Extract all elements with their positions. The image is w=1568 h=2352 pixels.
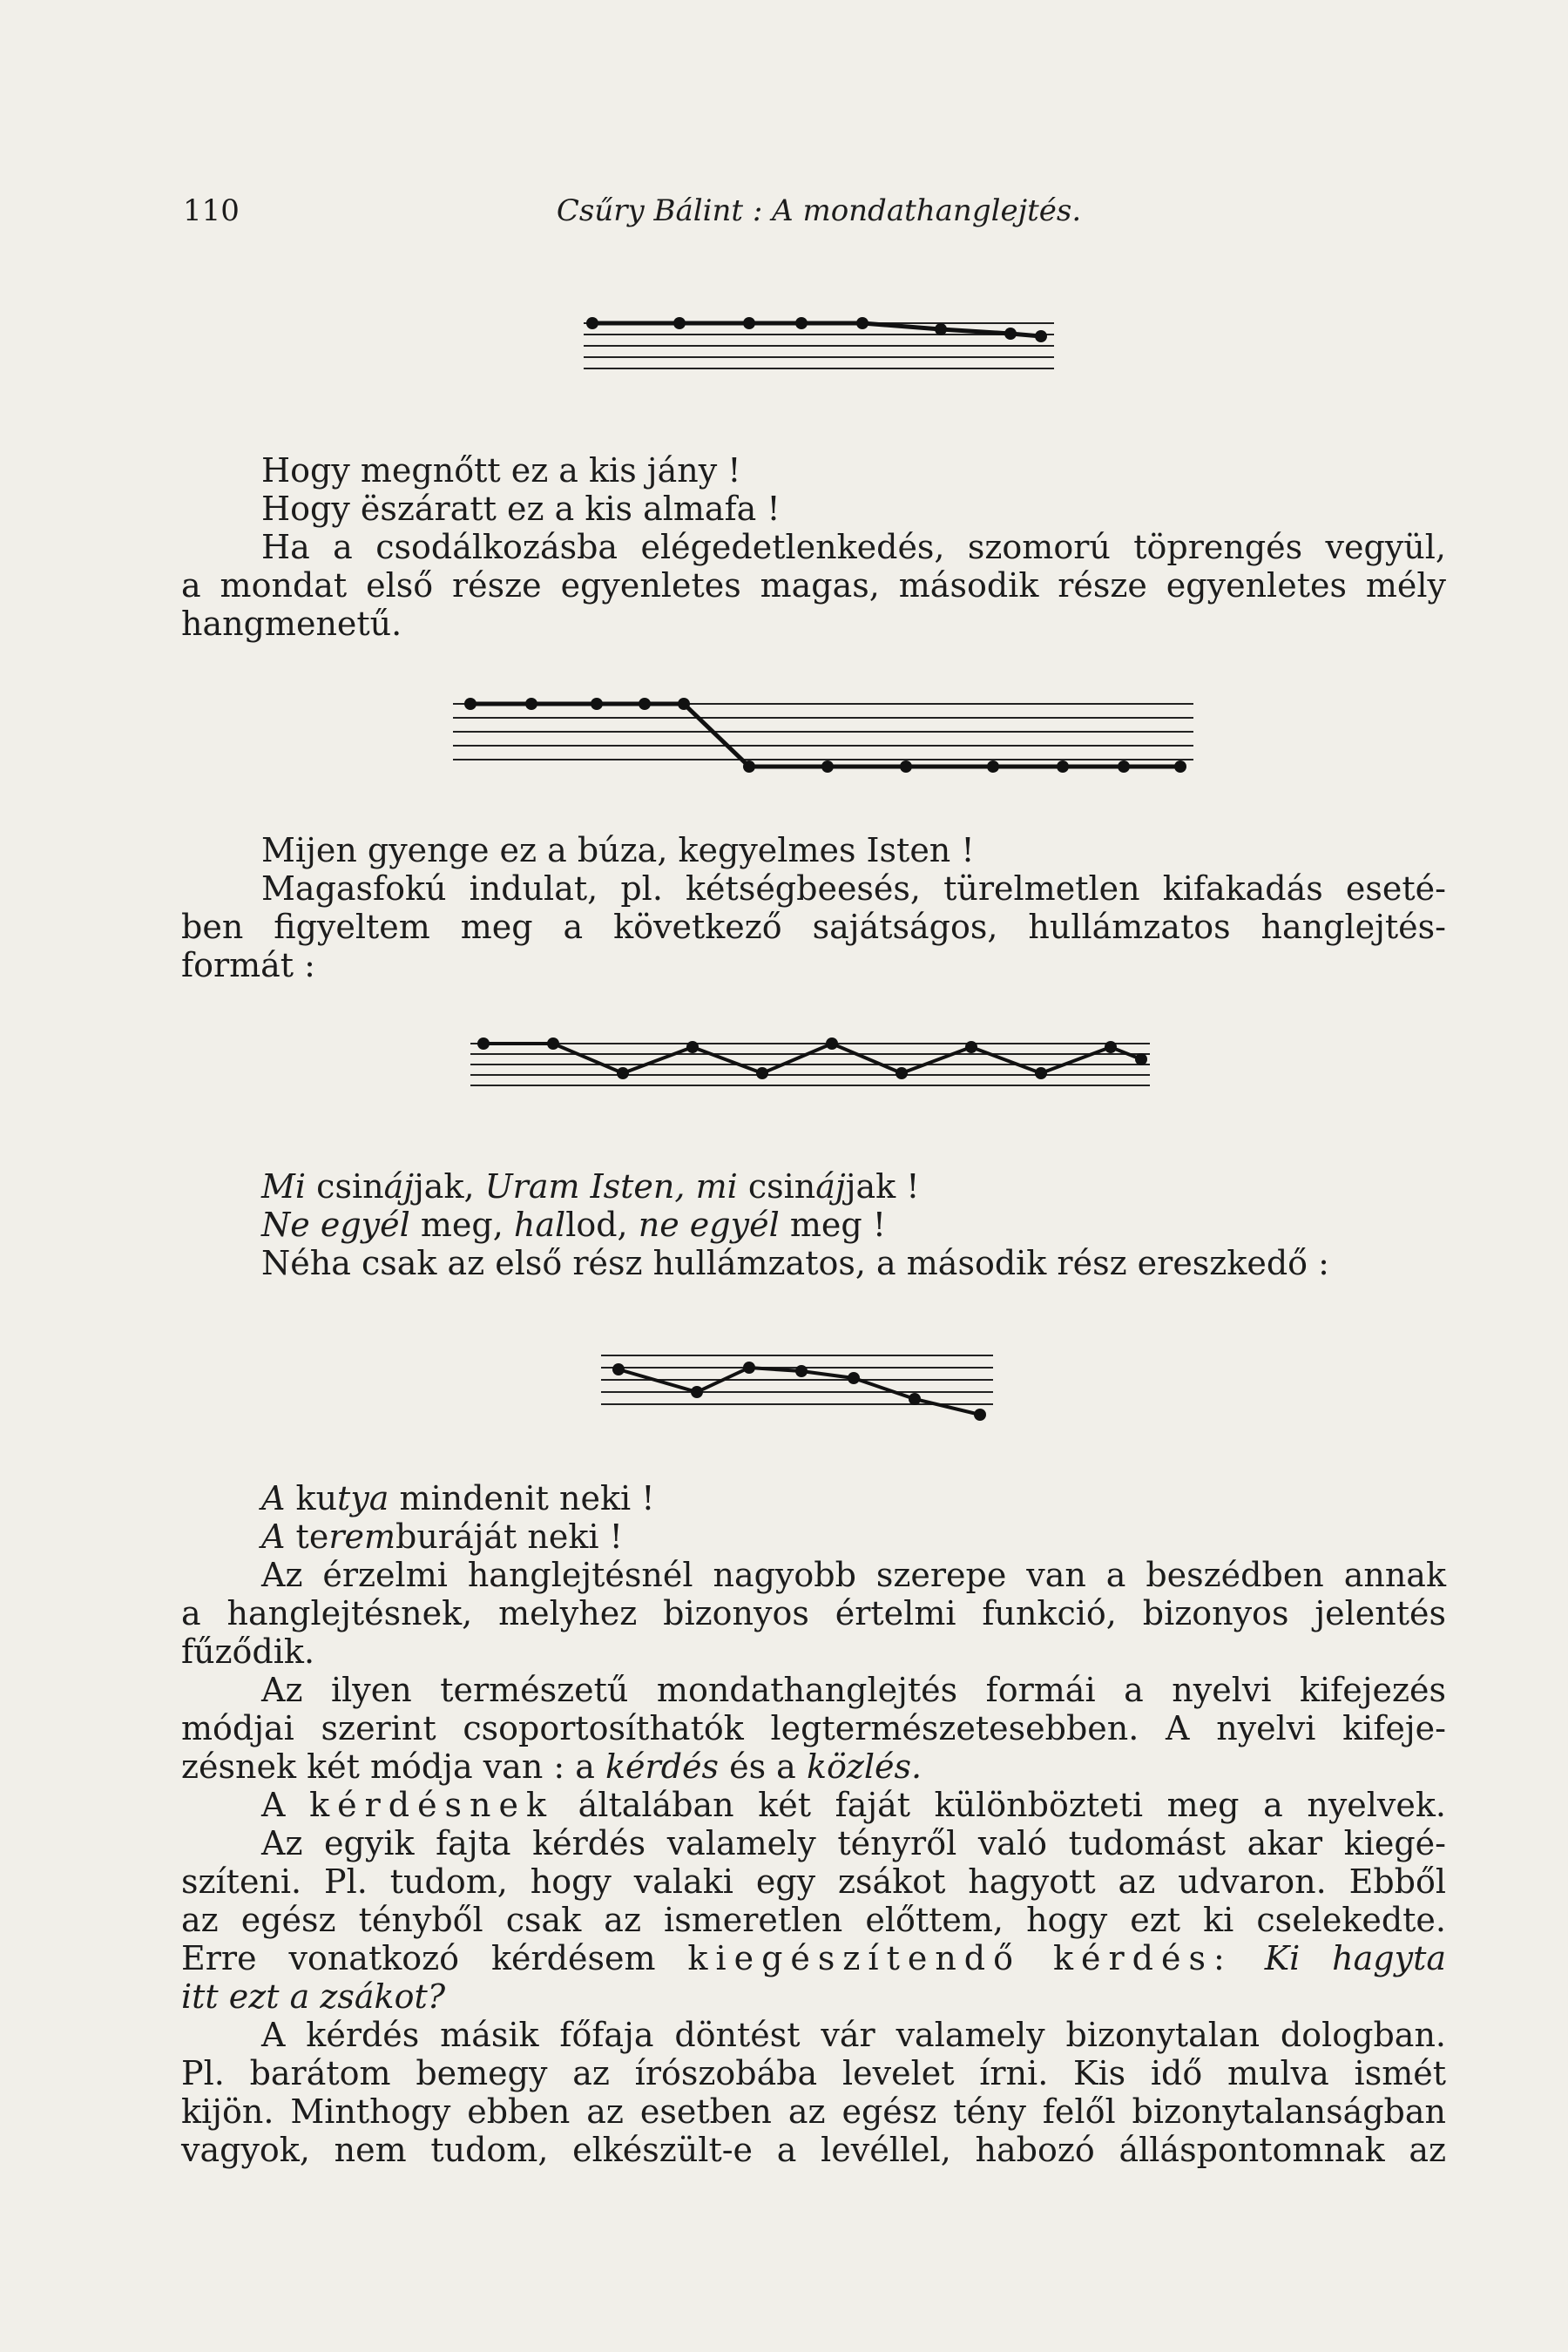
word: mindenit neki ! [399,1479,655,1517]
paragraph-line: szíteni. Pl. tudom, hogy valaki egy zsákot hagyott az udvaron. Ebből [181,1862,1446,1901]
intonation-diagram-2 [453,693,1211,784]
paragraph-line: formát : [181,946,315,984]
paragraph-line: vagyok, nem tudom, elkészült-e a levéllel, habozó álláspontomnak az [181,2131,1446,2169]
word: meg, [420,1206,504,1244]
paragraph-line: ben figyeltem meg a következő sajátságos, hullámzatos hanglejtés- [181,908,1446,946]
paragraph-line: A kérdés másik főfaja döntést vár valamely bizonytalan dologban. [261,2016,1446,2054]
intonation-diagram-1 [575,314,1063,387]
word: mi [695,1167,738,1206]
text-block-3 [181,1167,1446,1282]
paragraph-line: Az érzelmi hanglejtésnél nagyobb szerepe van a beszédben annak [261,1556,1446,1594]
paragraph-line: zésnek két módja van : a kérdés és a közlés. [181,1747,923,1786]
example-line: A kutya mindenit neki ! [261,1479,655,1517]
word: Isten, [590,1167,686,1206]
paragraph-line: Erre vonatkozó kérdésem kiegészítendő kérdés: Ki hagyta [181,1939,1447,1977]
word: A [261,1517,286,1556]
word: ne [638,1206,679,1244]
paragraph-line: Az ilyen természetű mondathanglejtés formái a nyelvi kifejezés [261,1671,1446,1709]
paragraph-line: az egész tényből csak az ismeretlen előttem, hogy ezt ki cselekedte. [181,1901,1446,1939]
paragraph-line: itt ezt a zsákot? [181,1977,446,2016]
text-block-4 [181,1479,1446,2169]
word: Mi [261,1167,307,1206]
example-line: Mijen gyenge ez a búza, kegyelmes Isten ! [261,831,975,869]
paragraph-line: Pl. barátom bemegy az írószobába levelet írni. Kis idő mulva ismét [181,2054,1446,2092]
page-number: 110 [183,193,240,228]
word: Ne [261,1206,310,1244]
paragraph-line: A kérdésnek általában két faját különbözteti meg a nyelvek. [261,1786,1446,1824]
example-line [181,1206,1446,1244]
word: csin [316,1167,384,1206]
example-line [181,1517,1446,1556]
word: egyél [689,1206,780,1244]
word: jak, [414,1167,475,1206]
paragraph-line: kijön. Minthogy ebben az esetben az egész tény felől bizonytalanságban [181,2092,1446,2131]
paragraph-line: módjai szerint csoportosíthatók legtermészetesebben. A nyelvi kifeje- [181,1709,1446,1747]
example-line [181,1167,1446,1206]
word: rem [328,1517,395,1556]
word: Uram [484,1167,580,1206]
paragraph-line: Magasfokú indulat, pl. kétségbeesés, türelmetlen kifakadás eseté- [261,869,1446,908]
example-line: Hogy megnőtt ez a kis jány ! [261,451,741,490]
intonation-diagram-3 [462,1033,1159,1108]
paragraph-line: Az egyik fajta kérdés valamely tényről való tudomást akar kiegé- [261,1824,1446,1862]
word: jak ! [845,1167,920,1206]
paragraph-line: Néha csak az első rész hullámzatos, a második rész ereszkedő : [261,1244,1329,1282]
word: áj [383,1167,415,1206]
text-block-1 [181,451,1446,643]
word: lod, [565,1206,628,1244]
paragraph-line: a mondat első része egyenletes magas, második része egyenletes mély [181,566,1446,605]
intonation-diagram-4 [592,1338,1002,1434]
example-line: Hogy ëszáratt ez a kis almafa ! [261,490,781,528]
paragraph-line: hangmenetű. [181,605,402,643]
paragraph-line: a hanglejtésnek, melyhez bizonyos értelmi funkció, bizonyos jelentés [181,1594,1446,1632]
word: A [261,1479,286,1517]
word: meg ! [789,1206,887,1244]
paragraph-line: fűződik. [181,1632,315,1671]
word: egyél [320,1206,410,1244]
word: buráját neki ! [395,1517,623,1556]
word: hal [513,1206,566,1244]
word: te [295,1517,329,1556]
paragraph-line: Ha a csodálkozásba elégedetlenkedés, szomorú töprengés vegyül, [261,528,1446,566]
text-block-2 [181,831,1446,984]
running-header [183,193,1455,237]
running-title: Csűry Bálint : A mondathanglejtés. [556,193,1082,228]
word: csin [747,1167,816,1206]
word: áj [815,1167,846,1206]
